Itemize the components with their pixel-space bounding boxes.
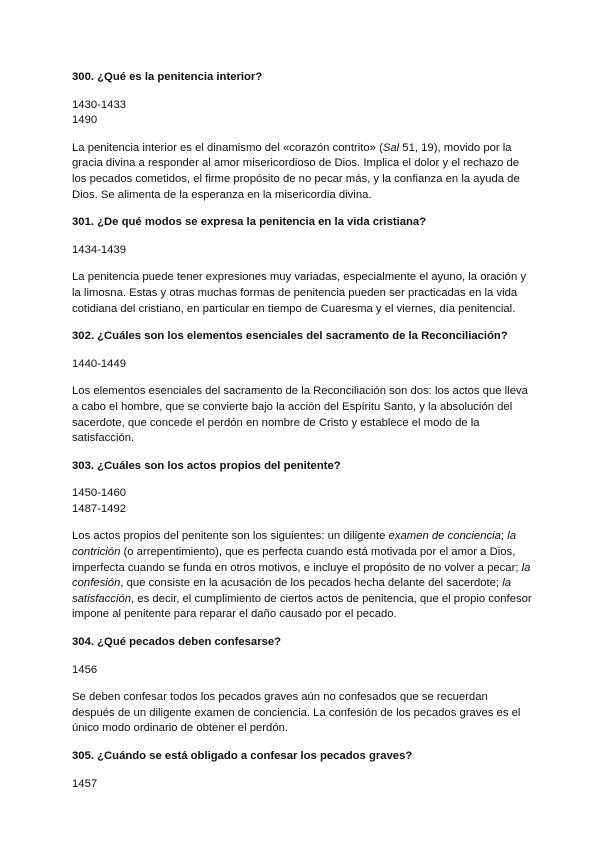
answer-paragraph: Los elementos esenciales del sacramento de la Reconciliación son dos: los actos que lleva a cabo el hombre, que se convierte bajo la acción del Espíritu Santo, y la absolución del sacerdote, que concede el perdón en nombre de Cristo y establece el modo de la satisfacción. bbox=[72, 385, 528, 445]
answer-paragraph: La penitencia puede tener expresiones muy variadas, especialmente el ayuno, la oración y la limosna. Estas y otras muchas formas de penitencia pueden ser practicadas en la vida cotidiana del cristiano, en particular en tiempo de Cuaresma y el viernes, día penitencial. bbox=[72, 271, 527, 315]
question-heading: 301. ¿De qué modos se expresa la penitencia en la vida cristiana? bbox=[72, 216, 427, 229]
answer-italic: Sal bbox=[382, 141, 400, 154]
reference-numbers bbox=[72, 486, 532, 517]
reference-number: 1457 bbox=[72, 777, 98, 790]
question-heading: 304. ¿Qué pecados deben confesarse? bbox=[72, 636, 282, 649]
answer-text: La penitencia interior es el dinamismo del «corazón contrito» ( bbox=[72, 141, 383, 154]
answer-text: (o arrepentimiento), que es perfecta cuando está motivada por el amor a Dios, imperfecta cuando se funda en otros motivos, e incluye el propósito de no volver a pecar; bbox=[72, 546, 522, 574]
question-heading: 305. ¿Cuándo se está obligado a confesar los pecados graves? bbox=[72, 750, 413, 762]
answer-text: ; bbox=[500, 530, 508, 543]
answer-italic: la contrición bbox=[72, 530, 517, 559]
answer-italic: examen de conciencia bbox=[388, 530, 501, 543]
reference-numbers bbox=[72, 663, 532, 679]
reference-numbers bbox=[72, 98, 532, 129]
answer-text: , que consiste en la acusación de los pecados hecha delante del sacerdote; bbox=[120, 577, 503, 590]
answer-paragraph bbox=[72, 141, 532, 203]
reference-numbers bbox=[72, 777, 532, 793]
reference-number: 1440-1449 bbox=[72, 357, 127, 370]
reference-number: 1450-1460 bbox=[72, 487, 127, 500]
answer-paragraph bbox=[72, 529, 532, 623]
reference-number: 1487-1492 bbox=[72, 502, 127, 515]
answer-italic: la satisfacción bbox=[72, 577, 511, 605]
answer-text: Los actos propios del penitente son los siguientes: un diligente bbox=[72, 530, 389, 543]
reference-numbers bbox=[72, 243, 532, 259]
question-heading: 300. ¿Qué es la penitencia interior? bbox=[72, 71, 263, 83]
question-heading: 303. ¿Cuáles son los actos propios del penitente? bbox=[72, 459, 341, 472]
reference-number: 1456 bbox=[72, 663, 98, 676]
reference-number: 1490 bbox=[72, 114, 98, 127]
answer-paragraph: Se deben confesar todos los pecados graves aún no confesados que se recuerdan después de un diligente examen de conciencia. La confesión de los pecados graves es el único modo ordinario de obtener el perdón. bbox=[72, 691, 521, 735]
question-heading: 302. ¿Cuáles son los elementos esenciales del sacramento de la Reconciliación? bbox=[72, 330, 508, 343]
reference-numbers bbox=[72, 357, 532, 373]
answer-text: 51, 19), movido por la gracia divina a responder al amor misericordioso de Dios. Implica el dolor y el rechazo de los pecados cometidos, el firme propósito de no pecar más, y la confianza en la ayuda de Dios. Se alimenta de la esperanza en la misericordia divina. bbox=[72, 141, 520, 201]
answer-text: , es decir, el cumplimiento de ciertos actos de penitencia, que el propio confesor impone al penitente para reparar el daño causado por el pecado. bbox=[72, 592, 532, 621]
reference-number: 1434-1439 bbox=[72, 243, 127, 256]
answer-italic: la confesión bbox=[72, 561, 531, 590]
document-body bbox=[72, 70, 532, 804]
reference-number: 1430-1433 bbox=[72, 98, 127, 111]
